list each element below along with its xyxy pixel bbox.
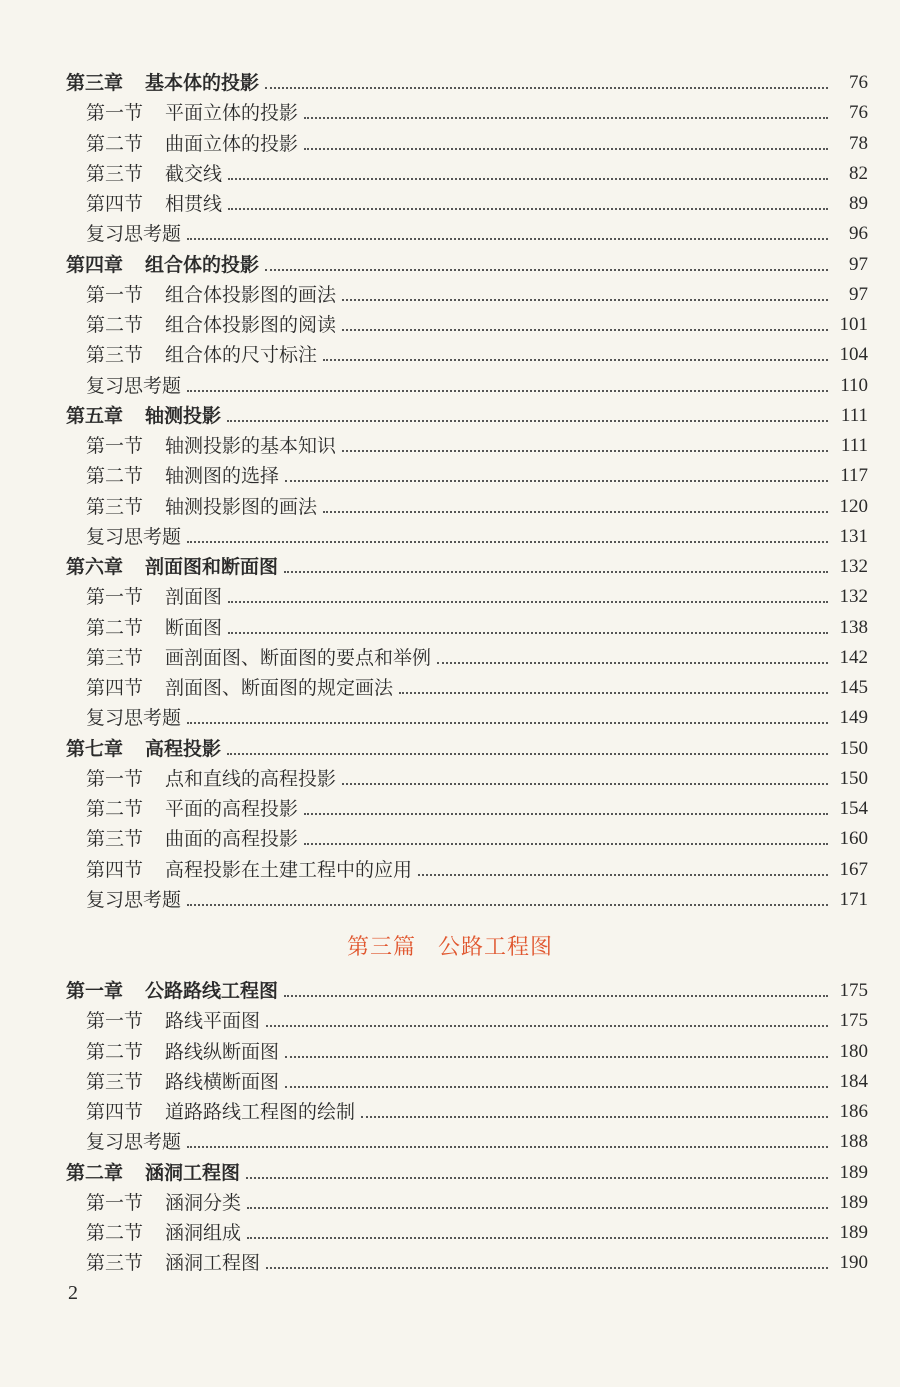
toc-section-entry [86,1129,868,1155]
dot-leader [266,1267,828,1269]
entry-page-number: 180 [839,1040,868,1062]
entry-title: 路线纵断面图 [165,1040,280,1063]
entry-page-number: 110 [840,374,868,396]
dot-leader [284,995,828,997]
entry-number: 第七章 [66,737,124,760]
entry-title: 组合体投影图的画法 [165,283,337,306]
dot-leader [284,571,828,573]
toc-section-entry [86,1008,868,1034]
dot-leader [265,269,828,271]
dot-leader [304,813,828,815]
entry-number: 第一章 [66,980,124,1002]
dot-leader [437,662,828,664]
toc-section-entry [86,494,868,520]
entry-number: 第三节 [86,495,144,518]
entry-title: 点和直线的高程投影 [165,767,337,790]
entry-page-number: 189 [839,1161,868,1183]
dot-leader [323,511,828,513]
entry-number: 第四节 [86,858,144,881]
dot-leader [247,1237,828,1239]
dot-leader [342,450,828,452]
entry-title: 曲面的高程投影 [165,828,299,851]
entry-page-number: 186 [839,1101,868,1122]
entry-title: 平面立体的投影 [165,102,299,125]
entry-number: 第一节 [86,586,144,609]
entry-number: 第二节 [86,132,144,155]
entry-title: 基本体的投影 [145,72,260,94]
entry-page-number: 167 [839,858,868,880]
entry-title: 高程投影在土建工程中的应用 [165,858,413,881]
entry-page-number: 175 [839,980,868,1001]
entry-title: 截交线 [165,162,223,185]
entry-title: 涵洞组成 [165,1222,242,1244]
entry-page-number: 189 [839,1191,868,1213]
dot-leader [265,87,828,89]
toc-section-entry [86,887,868,913]
entry-page-number: 132 [839,586,868,608]
entry-number: 第一节 [86,767,144,790]
entry-title: 平面的高程投影 [165,798,299,820]
dot-leader [228,601,828,603]
entry-page-number: 150 [839,737,868,759]
entry-page-number: 76 [849,102,868,124]
entry-page-number: 145 [839,677,868,698]
entry-title: 轴测投影图的画法 [165,495,318,518]
dot-leader [323,359,828,361]
entry-number: 第二节 [86,798,144,820]
entry-number: 第四节 [86,1101,144,1123]
toc-section-entry [86,463,868,489]
toc-section-entry [86,342,868,368]
entry-page-number: 142 [839,646,868,668]
dot-leader [342,783,828,785]
toc-section-entry [86,645,868,671]
dot-leader [285,1086,828,1088]
toc-section-entry [86,191,868,217]
toc-section-entry [86,1190,868,1216]
entry-title: 组合体的尺寸标注 [165,344,318,367]
entry-page-number: 149 [839,707,868,729]
entry-number: 第二节 [86,616,144,639]
entry-number: 第六章 [66,556,124,578]
toc-section-entry [86,433,868,459]
entry-number: 第五章 [66,404,124,427]
entry-title: 复习思考题 [86,525,182,548]
entry-page-number: 175 [839,1010,868,1032]
entry-title: 剖面图、断面图的规定画法 [165,677,394,699]
entry-page-number: 97 [849,283,868,305]
entry-title: 涵洞工程图 [165,1252,261,1275]
part-heading [0,930,900,961]
toc-section-entry [86,282,868,308]
entry-number: 第二节 [86,465,144,488]
entry-title: 组合体投影图的阅读 [165,314,337,336]
toc-chapter-entry [66,554,868,580]
dot-leader [227,420,828,422]
part-title-text: 公路工程图 [438,935,554,960]
entry-page-number: 171 [839,888,868,910]
toc-section-entry [86,161,868,187]
toc-section-entry [86,312,868,338]
entry-title: 剖面图 [165,586,223,609]
toc-section-entry [86,584,868,610]
entry-page-number: 150 [839,767,868,789]
entry-page-number: 76 [849,72,868,93]
entry-title: 高程投影 [145,737,222,760]
entry-title: 路线横断面图 [165,1070,280,1093]
entry-number: 第三节 [86,828,144,851]
entry-page-number: 188 [839,1131,868,1153]
dot-leader [342,329,828,331]
toc-chapter-entry [66,403,868,429]
entry-number: 第三节 [86,344,144,367]
entry-page-number: 97 [849,253,868,275]
entry-title: 复习思考题 [86,374,182,397]
toc-section-entry [86,675,868,701]
entry-number: 第三节 [86,1070,144,1093]
dot-leader [228,632,828,634]
entry-title: 轴测投影的基本知识 [165,435,337,457]
entry-title: 公路路线工程图 [145,980,279,1002]
entry-number: 第四章 [66,253,124,276]
entry-title: 复习思考题 [86,707,182,730]
toc-section-entry [86,1220,868,1246]
dot-leader [187,1146,828,1148]
entry-number: 第一节 [86,1010,144,1033]
entry-title: 路线平面图 [165,1010,261,1033]
dot-leader [228,208,828,210]
entry-title: 轴测投影 [145,404,222,427]
entry-title: 涵洞工程图 [145,1161,241,1184]
entry-number: 第一节 [86,1191,144,1214]
entry-number: 第二节 [86,1222,144,1244]
entry-page-number: 132 [839,556,868,577]
toc-section-entry [86,1099,868,1125]
dot-leader [228,178,828,180]
entry-title: 轴测图的选择 [165,465,280,488]
entry-title: 复习思考题 [86,1131,182,1154]
part-number: 第三篇 [346,935,416,960]
entry-page-number: 154 [839,798,868,819]
entry-title: 组合体的投影 [145,253,260,276]
entry-number: 第三节 [86,162,144,185]
entry-number: 第二节 [86,1040,144,1063]
entry-page-number: 138 [839,616,868,638]
entry-page-number: 117 [840,465,868,487]
toc-section-entry [86,221,868,247]
entry-number: 第四节 [86,193,144,215]
entry-page-number: 89 [849,193,868,214]
toc-section-entry [86,524,868,550]
entry-page-number: 111 [840,404,868,426]
dot-leader [418,874,828,876]
toc-section-entry [86,615,868,641]
dot-leader [187,722,828,724]
dot-leader [266,1025,828,1027]
toc-chapter-entry [66,252,868,278]
entry-title: 画剖面图、断面图的要点和举例 [165,646,432,669]
dot-leader [187,541,828,543]
toc-chapter-entry [66,1160,868,1186]
entry-title: 剖面图和断面图 [145,556,279,578]
toc-section-entry [86,373,868,399]
entry-title: 曲面立体的投影 [165,132,299,155]
toc-section-entry [86,766,868,792]
entry-page-number: 120 [839,495,868,517]
dot-leader [342,299,828,301]
entry-number: 第二节 [86,314,144,336]
entry-number: 第三节 [86,1252,144,1275]
entry-page-number: 101 [839,314,868,335]
entry-number: 第一节 [86,102,144,125]
entry-number: 第三章 [66,72,124,94]
toc-section-entry [86,100,868,126]
entry-number: 第二章 [66,1161,124,1184]
toc-chapter-entry [66,978,868,1004]
entry-page-number: 96 [849,223,868,245]
entry-title: 复习思考题 [86,888,182,911]
dot-leader [227,753,828,755]
entry-number: 第一节 [86,283,144,306]
entry-title: 相贯线 [165,193,223,215]
entry-page-number: 184 [839,1070,868,1092]
dot-leader [246,1177,828,1179]
entry-page-number: 160 [839,828,868,850]
entry-title: 断面图 [165,616,223,639]
dot-leader [187,390,828,392]
toc-section-entry [86,826,868,852]
dot-leader [285,1056,828,1058]
entry-number: 第四节 [86,677,144,699]
dot-leader [187,238,828,240]
entry-page-number: 190 [839,1252,868,1274]
toc-chapter-entry [66,736,868,762]
dot-leader [304,117,828,119]
dot-leader [399,692,828,694]
dot-leader [285,480,828,482]
dot-leader [247,1207,828,1209]
entry-page-number: 189 [839,1222,868,1243]
entry-number: 第一节 [86,435,144,457]
dot-leader [187,904,828,906]
toc-section-entry [86,857,868,883]
entry-title: 复习思考题 [86,223,182,246]
entry-page-number: 104 [839,344,868,366]
toc-section-entry [86,1069,868,1095]
entry-page-number: 131 [839,525,868,547]
toc-section-entry [86,705,868,731]
entry-page-number: 111 [840,435,868,456]
entry-title: 道路路线工程图的绘制 [165,1101,356,1123]
entry-number: 第三节 [86,646,144,669]
dot-leader [304,843,828,845]
toc-section-entry [86,131,868,157]
toc-section-entry [86,1250,868,1276]
toc-section-entry [86,1039,868,1065]
entry-page-number: 78 [849,132,868,154]
entry-page-number: 82 [849,162,868,184]
dot-leader [361,1116,828,1118]
toc-section-entry [86,796,868,822]
dot-leader [304,148,828,150]
page-number: 2 [68,1282,78,1304]
entry-title: 涵洞分类 [165,1191,242,1214]
toc-chapter-entry [66,70,868,96]
